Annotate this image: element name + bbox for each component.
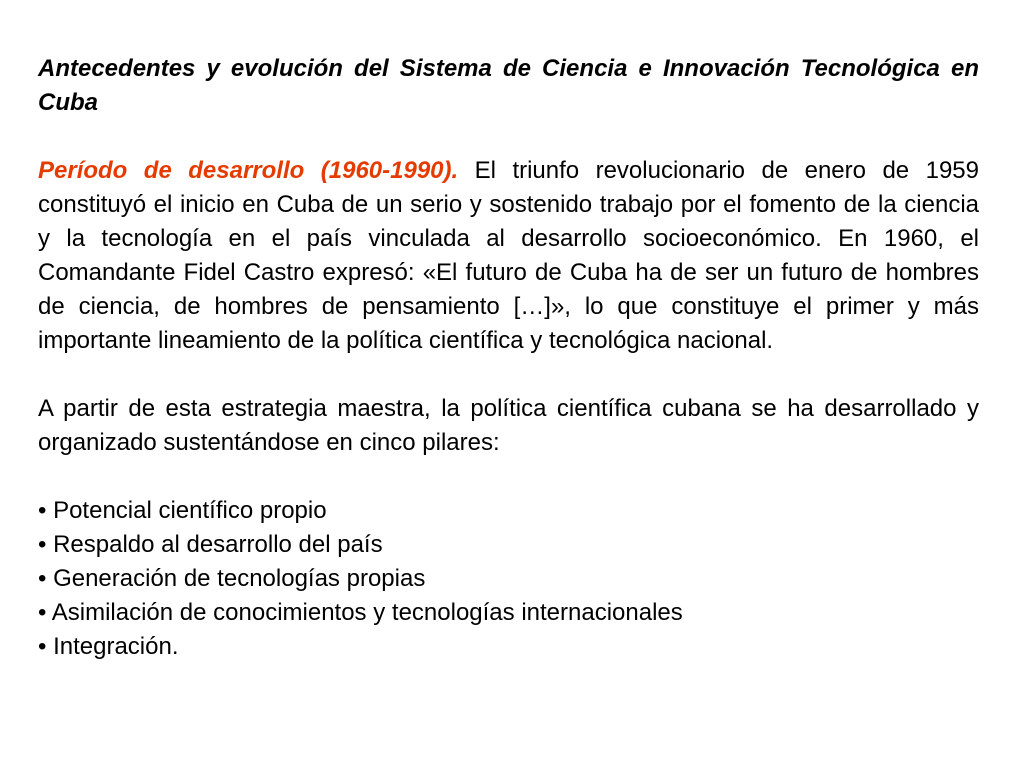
- development-period-heading: Período de desarrollo (1960-1990).: [38, 157, 459, 184]
- spacer: [38, 460, 979, 494]
- pillar-item: • Asimilación de conocimientos y tecnologías internacionales: [38, 599, 683, 626]
- pillar-item: • Respaldo al desarrollo del país: [38, 531, 383, 558]
- spacer: [38, 120, 979, 154]
- development-period-paragraph: [38, 154, 979, 358]
- pillar-item: • Generación de tecnologías propias: [38, 565, 426, 592]
- slide-content: [38, 52, 979, 664]
- pillar-item: • Potencial científico propio: [38, 497, 327, 524]
- pillars-list: [38, 494, 979, 664]
- slide-title: Antecedentes y evolución del Sistema de Ciencia e Innovación Tecnológica en Cuba: [38, 55, 979, 116]
- spacer: [38, 358, 979, 392]
- strategy-paragraph: A partir de esta estrategia maestra, la política científica cubana se ha desarrollado y organizado sustentándose en cinco pilares:: [38, 395, 979, 456]
- development-period-text: El triunfo revolucionario de enero de 1959 constituyó el inicio en Cuba de un serio y sostenido trabajo por el fomento de la ciencia y la tecnología en el país vinculada al desarrollo socioeconómico. En 1960, el Comandante Fidel Castro expresó: «El futuro de Cuba ha de ser un futuro de hombres de ciencia, de hombres de pensamiento […]», lo que constituye el primer y más importante lineamiento de la política científica y tecnológica nacional.: [38, 157, 979, 354]
- pillar-item: • Integración.: [38, 633, 179, 660]
